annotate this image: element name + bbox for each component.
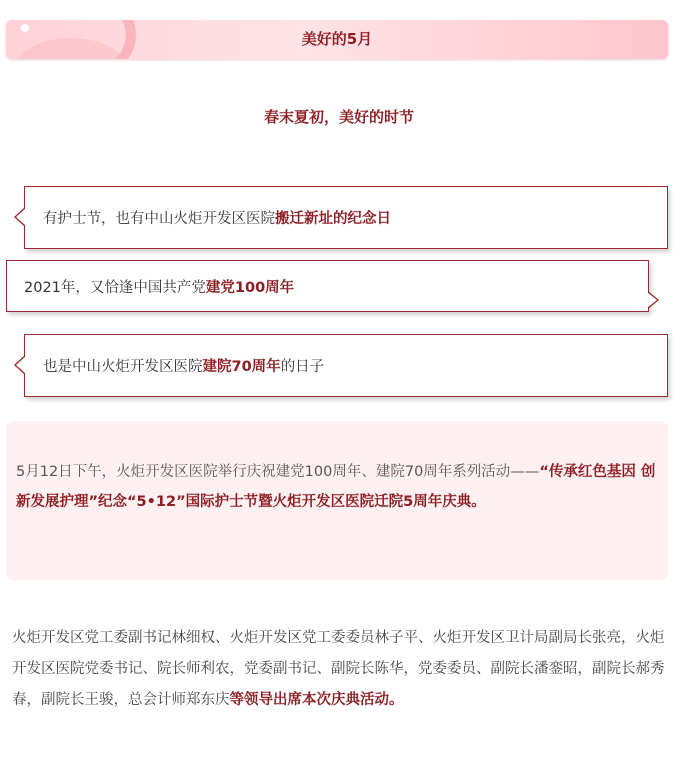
section-header — [6, 20, 668, 59]
bubble-highlight: 搬迁新址的纪念日 — [275, 211, 391, 227]
bubble-highlight: 建党100周年 — [205, 279, 295, 296]
attendees-text: 火炬开发区党工委副书记林细权、火炬开发区党工委委员林子平、火炬开发区卫计局副局长张亮，火炬开发区医院党委书记、院长师利农，党委副书记、副院长陈华，党委委员、副院长潘銮昭，副院长郝秀春，副院长王骏，总会计师郑东庆 — [12, 630, 665, 708]
subtitle: 春末夏初，美好的时节 — [263, 108, 414, 126]
bubble-tail-left — [14, 207, 25, 227]
bubble-tail-right — [648, 291, 659, 309]
bubble-text: 也是中山火炬开发区医院 建院70周年 的日子 — [25, 335, 667, 396]
speech-bubble-3 — [24, 334, 668, 397]
bubble-text: 有护士节，也有中山火炬开发区医院 搬迁新址的纪念日 — [25, 187, 667, 248]
event-summary-text: 5月12日下午，火炬开发区医院举行庆祝建党100周年、建院70周年系列活动—— — [16, 464, 540, 480]
speech-bubble-2 — [6, 260, 649, 312]
event-summary-box — [6, 421, 668, 580]
speech-bubble-1 — [24, 186, 668, 249]
bubble-highlight: 建院70周年 — [202, 359, 281, 375]
attendees-highlight: 等领导出席本次庆典活动。 — [229, 692, 404, 708]
bubble-text: 2021年，又恰逢中国共产党 建党100周年 — [7, 261, 648, 311]
event-title-highlight: “传承红色基因 创新发展护理”纪念“5•12”国际护士节暨火炬开发区医院迁院5周年庆典。 — [16, 464, 656, 510]
header-title: 美好的5月 — [301, 30, 373, 48]
bubble-tail-left — [14, 355, 25, 375]
attendees-paragraph — [12, 623, 668, 716]
